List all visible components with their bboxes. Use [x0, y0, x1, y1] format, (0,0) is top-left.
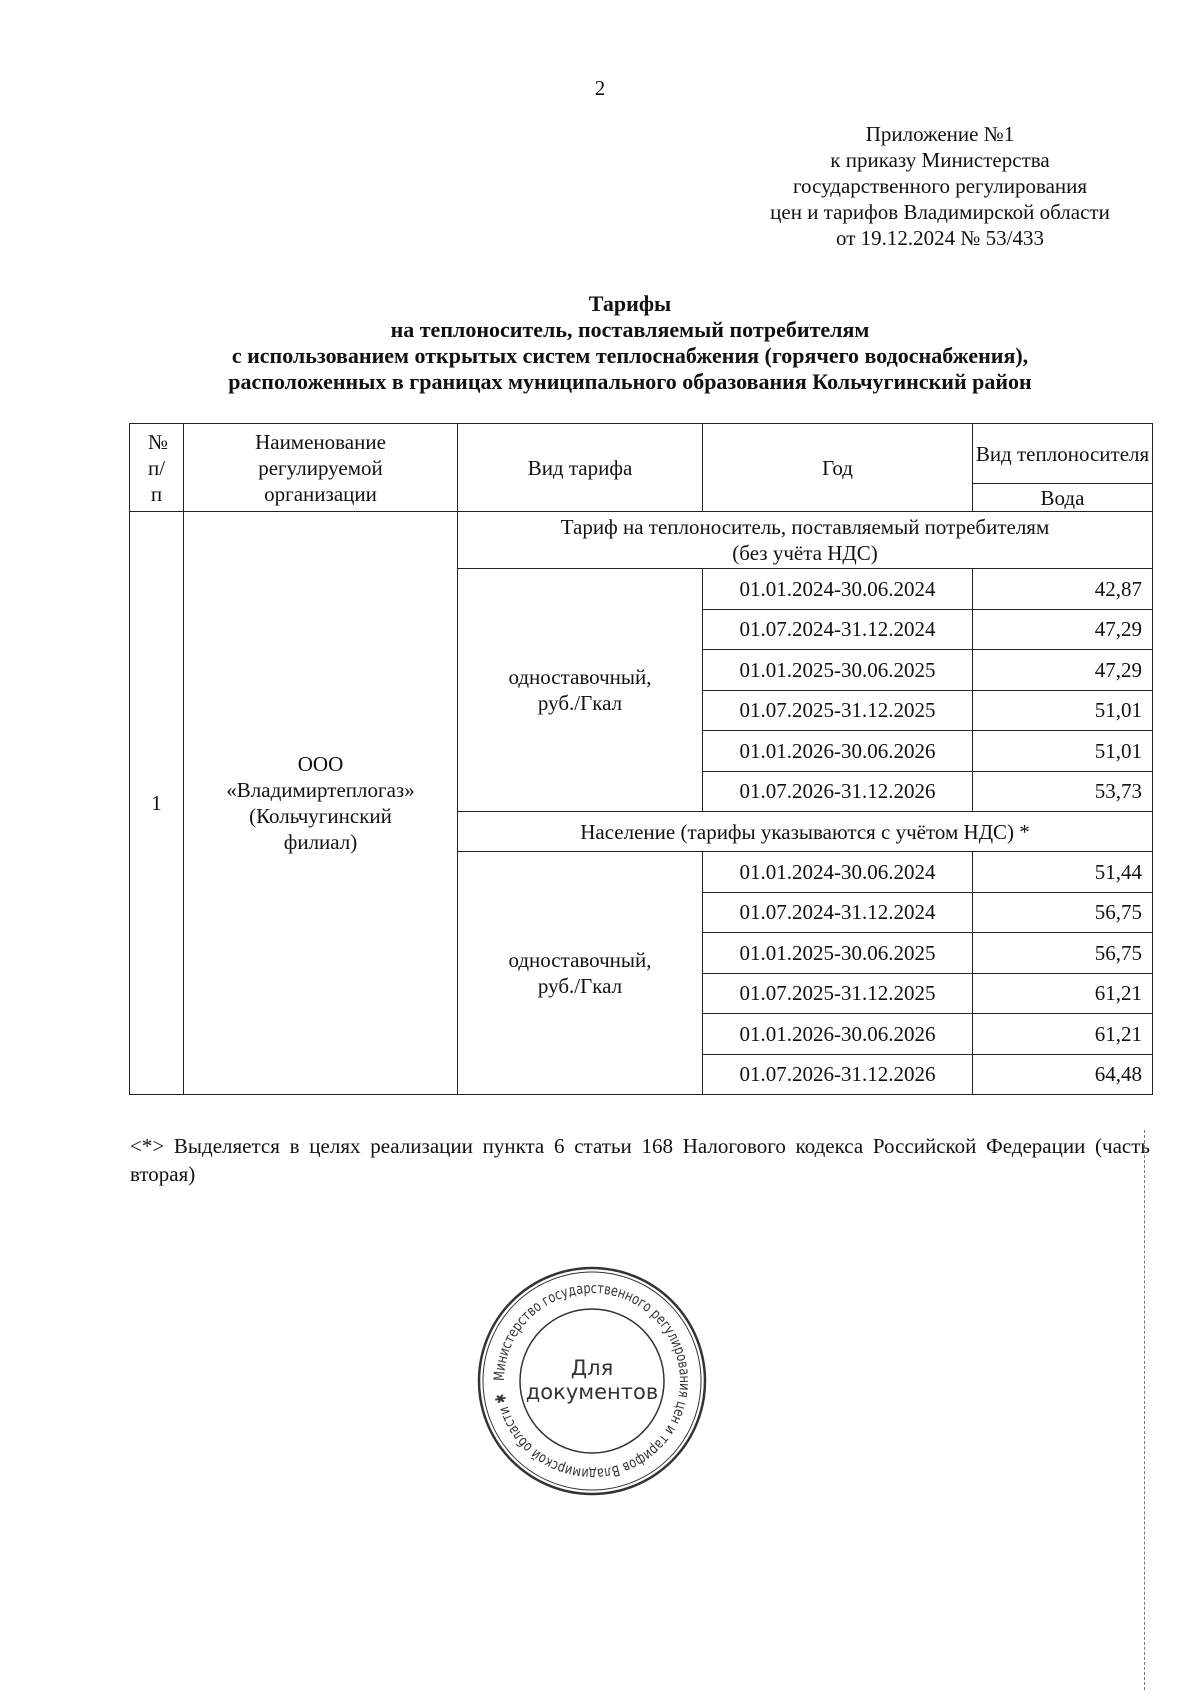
header-carrier-type: Вид теплоносителя [973, 424, 1153, 484]
organization-line: «Владимиртеплогаз» [226, 778, 415, 802]
period-cell: 01.01.2025-30.06.2025 [703, 933, 973, 974]
period-cell: 01.01.2026-30.06.2026 [703, 731, 973, 772]
period-cell: 01.07.2025-31.12.2025 [703, 973, 973, 1014]
period-cell: 01.01.2026-30.06.2026 [703, 1014, 973, 1055]
tariffs-table [129, 423, 1153, 1095]
organization-name [184, 512, 458, 1095]
page-number: 2 [594, 76, 606, 100]
organization-line: ООО [297, 752, 344, 776]
tariff-type-cell [458, 569, 703, 812]
appendix-header [700, 121, 1180, 251]
row-number: 1 [130, 512, 184, 1095]
tariff-type-line: одноставочный, [508, 948, 652, 972]
header-tariff-type: Вид тарифа [458, 424, 703, 512]
organization-line: (Кольчугинский [249, 804, 392, 828]
period-cell: 01.01.2025-30.06.2025 [703, 650, 973, 691]
period-cell: 01.01.2024-30.06.2024 [703, 852, 973, 893]
period-cell: 01.01.2024-30.06.2024 [703, 569, 973, 610]
value-cell: 56,75 [973, 892, 1153, 933]
period-cell: 01.07.2024-31.12.2024 [703, 609, 973, 650]
table-header-row [130, 424, 1153, 484]
organization-line: филиал) [283, 830, 358, 854]
header-organization: Наименование регулируемой организации [184, 424, 458, 512]
document-title [130, 291, 1130, 395]
period-cell: 01.07.2026-31.12.2026 [703, 1054, 973, 1095]
title-line: с использованием открытых систем теплоснабжения (горячего водоснабжения), [231, 343, 1029, 368]
stamp-center-line: Для [570, 1356, 614, 1380]
tariff-type-line: руб./Гкал [537, 691, 623, 715]
appendix-line: цен и тарифов Владимирской области [770, 200, 1110, 224]
header-number: № п/ п [130, 424, 184, 512]
section-heading-line: (без учёта НДС) [732, 541, 878, 565]
value-cell: 61,21 [973, 1014, 1153, 1055]
tariff-type-cell [458, 852, 703, 1095]
value-cell: 42,87 [973, 569, 1153, 610]
value-cell: 61,21 [973, 973, 1153, 1014]
tariff-type-line: одноставочный, [508, 665, 652, 689]
period-cell: 01.07.2026-31.12.2026 [703, 771, 973, 812]
tariff-type-line: руб./Гкал [537, 974, 623, 998]
header-water: Вода [973, 484, 1153, 512]
appendix-line: Приложение №1 [865, 122, 1015, 146]
section-heading: Население (тарифы указываются с учётом НДС) * [458, 812, 1153, 852]
value-cell: 64,48 [973, 1054, 1153, 1095]
value-cell: 51,44 [973, 852, 1153, 893]
appendix-line: к приказу Министерства [830, 148, 1050, 172]
value-cell: 51,01 [973, 690, 1153, 731]
title-line: на теплоноситель, поставляемый потребителям [390, 317, 870, 342]
stamp-ring-text: Министерство государственного регулирования цен и тарифов Владимирской области ✱ [491, 1280, 693, 1482]
period-cell: 01.07.2024-31.12.2024 [703, 892, 973, 933]
scan-edge-line [1144, 1130, 1145, 1690]
official-stamp [476, 1265, 708, 1497]
value-cell: 51,01 [973, 731, 1153, 772]
value-cell: 53,73 [973, 771, 1153, 812]
value-cell: 56,75 [973, 933, 1153, 974]
section-heading [458, 512, 1153, 569]
section-heading-line: Тариф на теплоноситель, поставляемый потребителям [560, 515, 1050, 539]
value-cell: 47,29 [973, 650, 1153, 691]
value-cell: 47,29 [973, 609, 1153, 650]
appendix-line: государственного регулирования [792, 174, 1088, 198]
stamp-center-line: документов [525, 1380, 659, 1404]
appendix-line: от 19.12.2024 № 53/433 [835, 226, 1045, 250]
footnote: <*> Выделяется в целях реализации пункта 6 статьи 168 Налогового кодекса Российской Федерации (часть вторая) [130, 1134, 1150, 1186]
section-heading-row [130, 512, 1153, 569]
title-line: расположенных в границах муниципального образования Кольчугинский район [228, 369, 1032, 394]
header-year: Год [703, 424, 973, 512]
period-cell: 01.07.2025-31.12.2025 [703, 690, 973, 731]
title-line: Тарифы [588, 291, 672, 316]
